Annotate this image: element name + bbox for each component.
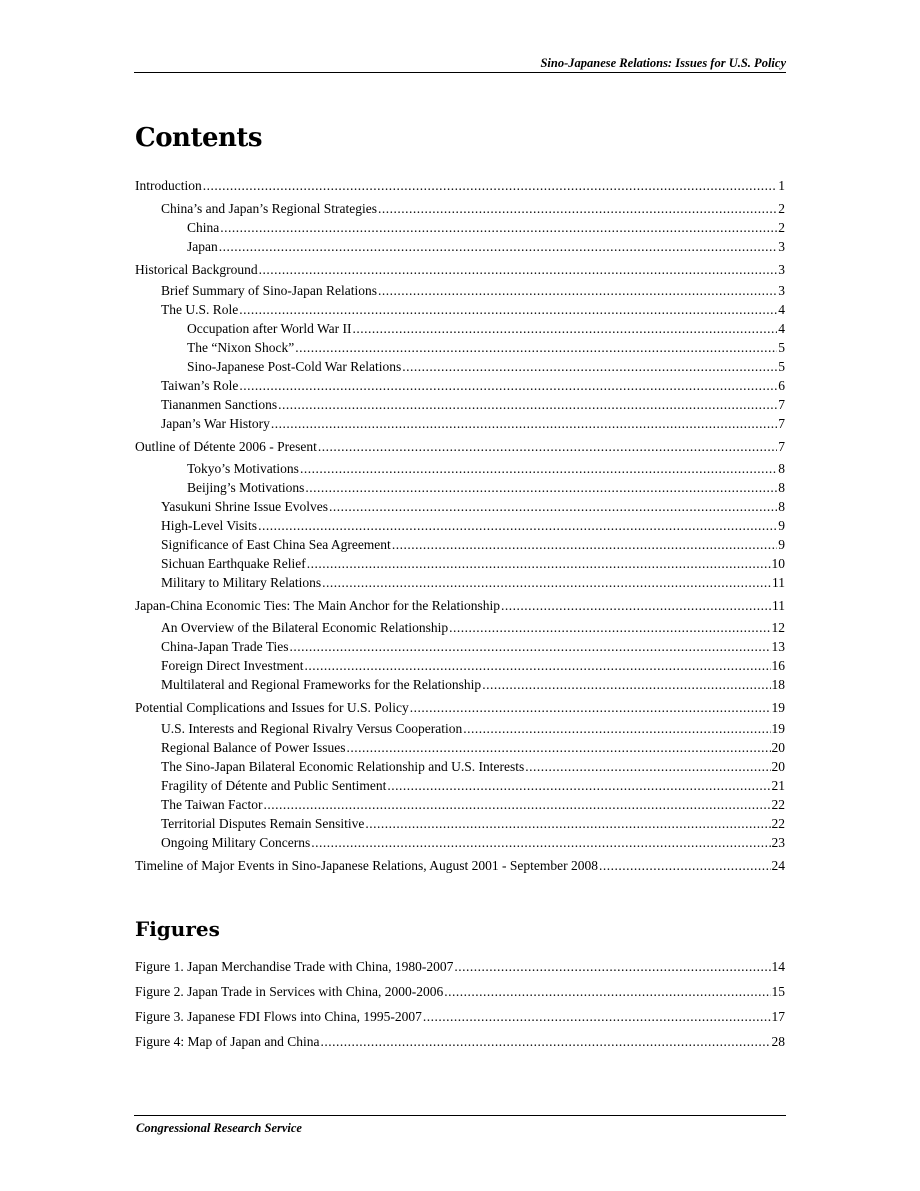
figures-entry-title: Figure 2. Japan Trade in Services with China, 2000-2006 — [135, 984, 444, 999]
contents-entry[interactable] — [161, 301, 785, 318]
dot-leader — [219, 238, 778, 255]
contents-entry-title: The U.S. Role — [161, 302, 239, 317]
figures-entry[interactable] — [135, 1008, 785, 1025]
contents-entry-title: Territorial Disputes Remain Sensitive — [161, 816, 365, 831]
contents-entry-title: Taiwan’s Role — [161, 378, 239, 393]
contents-entry[interactable] — [161, 638, 785, 655]
contents-entry-page-number: 19 — [771, 721, 785, 736]
running-footer — [134, 1115, 786, 1135]
contents-entry-page-number: 5 — [778, 359, 785, 374]
contents-entry-page-number: 9 — [778, 537, 785, 552]
running-title: Sino-Japanese Relations: Issues for U.S. Policy — [540, 56, 786, 70]
dot-leader — [392, 536, 777, 553]
contents-entry-page-number: 20 — [771, 740, 785, 755]
figures-entry-page-number: 15 — [771, 984, 785, 999]
contents-entry[interactable] — [135, 177, 785, 194]
contents-entry[interactable] — [161, 796, 785, 813]
contents-entry-page-number: 4 — [778, 302, 785, 317]
contents-entry-title: Ongoing Military Concerns — [161, 835, 311, 850]
contents-entry-title: Fragility of Détente and Public Sentiment — [161, 778, 387, 793]
dot-leader — [239, 377, 777, 394]
contents-entry-title: Japan-China Economic Ties: The Main Anchor for the Relationship — [135, 598, 500, 613]
dot-leader — [271, 415, 777, 432]
contents-entry[interactable] — [187, 479, 785, 496]
contents-entry-page-number: 4 — [778, 321, 785, 336]
dot-leader — [329, 498, 777, 515]
dot-leader — [378, 282, 777, 299]
contents-entry-title: Foreign Direct Investment — [161, 658, 304, 673]
contents-entry[interactable] — [135, 857, 785, 874]
contents-entry-title: Japan’s War History — [161, 416, 270, 431]
contents-entry[interactable] — [135, 438, 785, 455]
dot-leader — [322, 574, 771, 591]
figures-entry-title: Figure 1. Japan Merchandise Trade with China, 1980-2007 — [135, 959, 454, 974]
contents-entry-title: Sichuan Earthquake Relief — [161, 556, 306, 571]
dot-leader — [423, 1008, 771, 1025]
contents-entry-page-number: 24 — [771, 858, 785, 873]
contents-entry[interactable] — [161, 758, 785, 775]
dot-leader — [444, 983, 770, 1000]
dot-leader — [482, 676, 770, 693]
contents-entry-page-number: 5 — [778, 340, 785, 355]
contents-entry[interactable] — [161, 536, 785, 553]
contents-entry-page-number: 23 — [771, 835, 785, 850]
contents-entry-title: An Overview of the Bilateral Economic Relationship — [161, 620, 449, 635]
dot-leader — [290, 638, 771, 655]
contents-entry-title: Yasukuni Shrine Issue Evolves — [161, 499, 329, 514]
contents-entry-title: Brief Summary of Sino-Japan Relations — [161, 283, 377, 298]
dot-leader — [387, 777, 770, 794]
figures-entry[interactable] — [135, 983, 785, 1000]
contents-entry[interactable] — [187, 358, 785, 375]
contents-entry-page-number: 8 — [778, 480, 785, 495]
dot-leader — [220, 219, 777, 236]
dot-leader — [353, 320, 778, 337]
contents-entry-title: Beijing’s Motivations — [187, 480, 305, 495]
contents-entry-page-number: 3 — [778, 262, 785, 277]
contents-entry-title: Potential Complications and Issues for U.S. Policy — [135, 700, 409, 715]
dot-leader — [454, 958, 770, 975]
dot-leader — [346, 739, 770, 756]
contents-entry-page-number: 10 — [771, 556, 785, 571]
contents-entry-title: The Sino-Japan Bilateral Economic Relationship and U.S. Interests — [161, 759, 525, 774]
contents-entry[interactable] — [161, 676, 785, 693]
dot-leader — [300, 460, 777, 477]
contents-entry-title: Tiananmen Sanctions — [161, 397, 278, 412]
contents-entry-title: China’s and Japan’s Regional Strategies — [161, 201, 377, 216]
contents-entry-page-number: 22 — [771, 816, 785, 831]
contents-entry-title: Historical Background — [135, 262, 258, 277]
figures-entry-page-number: 17 — [771, 1009, 785, 1024]
publisher-name: Congressional Research Service — [136, 1121, 302, 1135]
contents-entry[interactable] — [161, 200, 785, 217]
contents-entry-page-number: 9 — [778, 518, 785, 533]
contents-entry-page-number: 13 — [771, 639, 785, 654]
dot-leader — [449, 619, 770, 636]
figures-entry-page-number: 28 — [771, 1034, 785, 1049]
contents-entry[interactable] — [161, 657, 785, 674]
contents-entry[interactable] — [161, 377, 785, 394]
dot-leader — [320, 1033, 770, 1050]
contents-entry-page-number: 2 — [778, 220, 785, 235]
contents-entry[interactable] — [161, 619, 785, 636]
dot-leader — [311, 834, 770, 851]
contents-entry-title: Timeline of Major Events in Sino-Japanese Relations, August 2001 - September 2008 — [135, 858, 598, 873]
dot-leader — [259, 261, 778, 278]
contents-entry-page-number: 3 — [778, 283, 785, 298]
dot-leader — [203, 177, 778, 194]
contents-entry-title: China — [187, 220, 220, 235]
contents-entry[interactable] — [135, 597, 785, 614]
contents-entry-title: Introduction — [135, 178, 202, 193]
contents-entry[interactable] — [161, 498, 785, 515]
contents-entry-page-number: 12 — [771, 620, 785, 635]
contents-entry-page-number: 7 — [778, 397, 785, 412]
contents-entry[interactable] — [161, 720, 785, 737]
contents-entry-title: Regional Balance of Power Issues — [161, 740, 346, 755]
contents-entry[interactable] — [187, 219, 785, 236]
dot-leader — [258, 517, 777, 534]
dot-leader — [295, 339, 777, 356]
dot-leader — [410, 699, 771, 716]
contents-entry[interactable] — [161, 396, 785, 413]
dot-leader — [525, 758, 770, 775]
figures-entry-title: Figure 4: Map of Japan and China — [135, 1034, 320, 1049]
contents-entry[interactable] — [161, 415, 785, 432]
contents-entry-title: China-Japan Trade Ties — [161, 639, 289, 654]
contents-entry-page-number: 7 — [778, 439, 785, 454]
contents-entry-page-number: 22 — [771, 797, 785, 812]
contents-entry-page-number: 11 — [772, 598, 785, 613]
contents-entry-title: High-Level Visits — [161, 518, 258, 533]
contents-entry[interactable] — [187, 339, 785, 356]
contents-entry-title: Sino-Japanese Post-Cold War Relations — [187, 359, 402, 374]
dot-leader — [307, 555, 771, 572]
dot-leader — [599, 857, 771, 874]
contents-entry-title: Outline of Détente 2006 - Present — [135, 439, 317, 454]
contents-entry[interactable] — [187, 320, 785, 337]
contents-entry-title: Multilateral and Regional Frameworks for the Relationship — [161, 677, 482, 692]
dot-leader — [239, 301, 777, 318]
contents-entry-page-number: 8 — [778, 499, 785, 514]
contents-entry[interactable] — [161, 574, 785, 591]
contents-entry-title: Significance of East China Sea Agreement — [161, 537, 391, 552]
dot-leader — [318, 438, 777, 455]
dot-leader — [365, 815, 770, 832]
contents-entry-title: The Taiwan Factor — [161, 797, 263, 812]
contents-entry-page-number: 3 — [778, 239, 785, 254]
contents-entry-page-number: 1 — [778, 178, 785, 193]
dot-leader — [278, 396, 777, 413]
contents-entry-page-number: 16 — [771, 658, 785, 673]
contents-entry-title: Tokyo’s Motivations — [187, 461, 299, 476]
figures-entry-title: Figure 3. Japanese FDI Flows into China, 1995-2007 — [135, 1009, 422, 1024]
contents-entry[interactable] — [135, 699, 785, 716]
contents-entry-page-number: 11 — [772, 575, 785, 590]
contents-entry[interactable] — [161, 777, 785, 794]
contents-entry[interactable] — [161, 517, 785, 534]
contents-entry-page-number: 7 — [778, 416, 785, 431]
contents-entry-page-number: 20 — [771, 759, 785, 774]
figures-entry[interactable] — [135, 958, 785, 975]
dot-leader — [264, 796, 771, 813]
contents-entry[interactable] — [161, 834, 785, 851]
figures-entry-page-number: 14 — [771, 959, 785, 974]
figures-entry[interactable] — [135, 1033, 785, 1050]
contents-entry[interactable] — [187, 460, 785, 477]
contents-entry-title: U.S. Interests and Regional Rivalry Versus Cooperation — [161, 721, 463, 736]
contents-entry[interactable] — [161, 739, 785, 756]
contents-entry-title: Japan — [187, 239, 218, 254]
dot-leader — [501, 597, 771, 614]
contents-entry[interactable] — [161, 815, 785, 832]
contents-entry-page-number: 6 — [778, 378, 785, 393]
contents-heading: Contents — [135, 123, 263, 153]
contents-entry-title: The “Nixon Shock” — [187, 340, 295, 355]
dot-leader — [304, 657, 770, 674]
contents-entry-title: Military to Military Relations — [161, 575, 322, 590]
dot-leader — [463, 720, 770, 737]
dot-leader — [402, 358, 777, 375]
contents-entry-page-number: 8 — [778, 461, 785, 476]
contents-entry[interactable] — [161, 555, 785, 572]
dot-leader — [378, 200, 777, 217]
contents-entry[interactable] — [135, 261, 785, 278]
contents-entry-page-number: 2 — [778, 201, 785, 216]
contents-entry[interactable] — [161, 282, 785, 299]
dot-leader — [305, 479, 777, 496]
figures-heading: Figures — [135, 917, 220, 941]
contents-entry-page-number: 19 — [771, 700, 785, 715]
contents-entry-page-number: 21 — [771, 778, 785, 793]
contents-entry-page-number: 18 — [771, 677, 785, 692]
contents-entry-title: Occupation after World War II — [187, 321, 352, 336]
contents-entry[interactable] — [187, 238, 785, 255]
